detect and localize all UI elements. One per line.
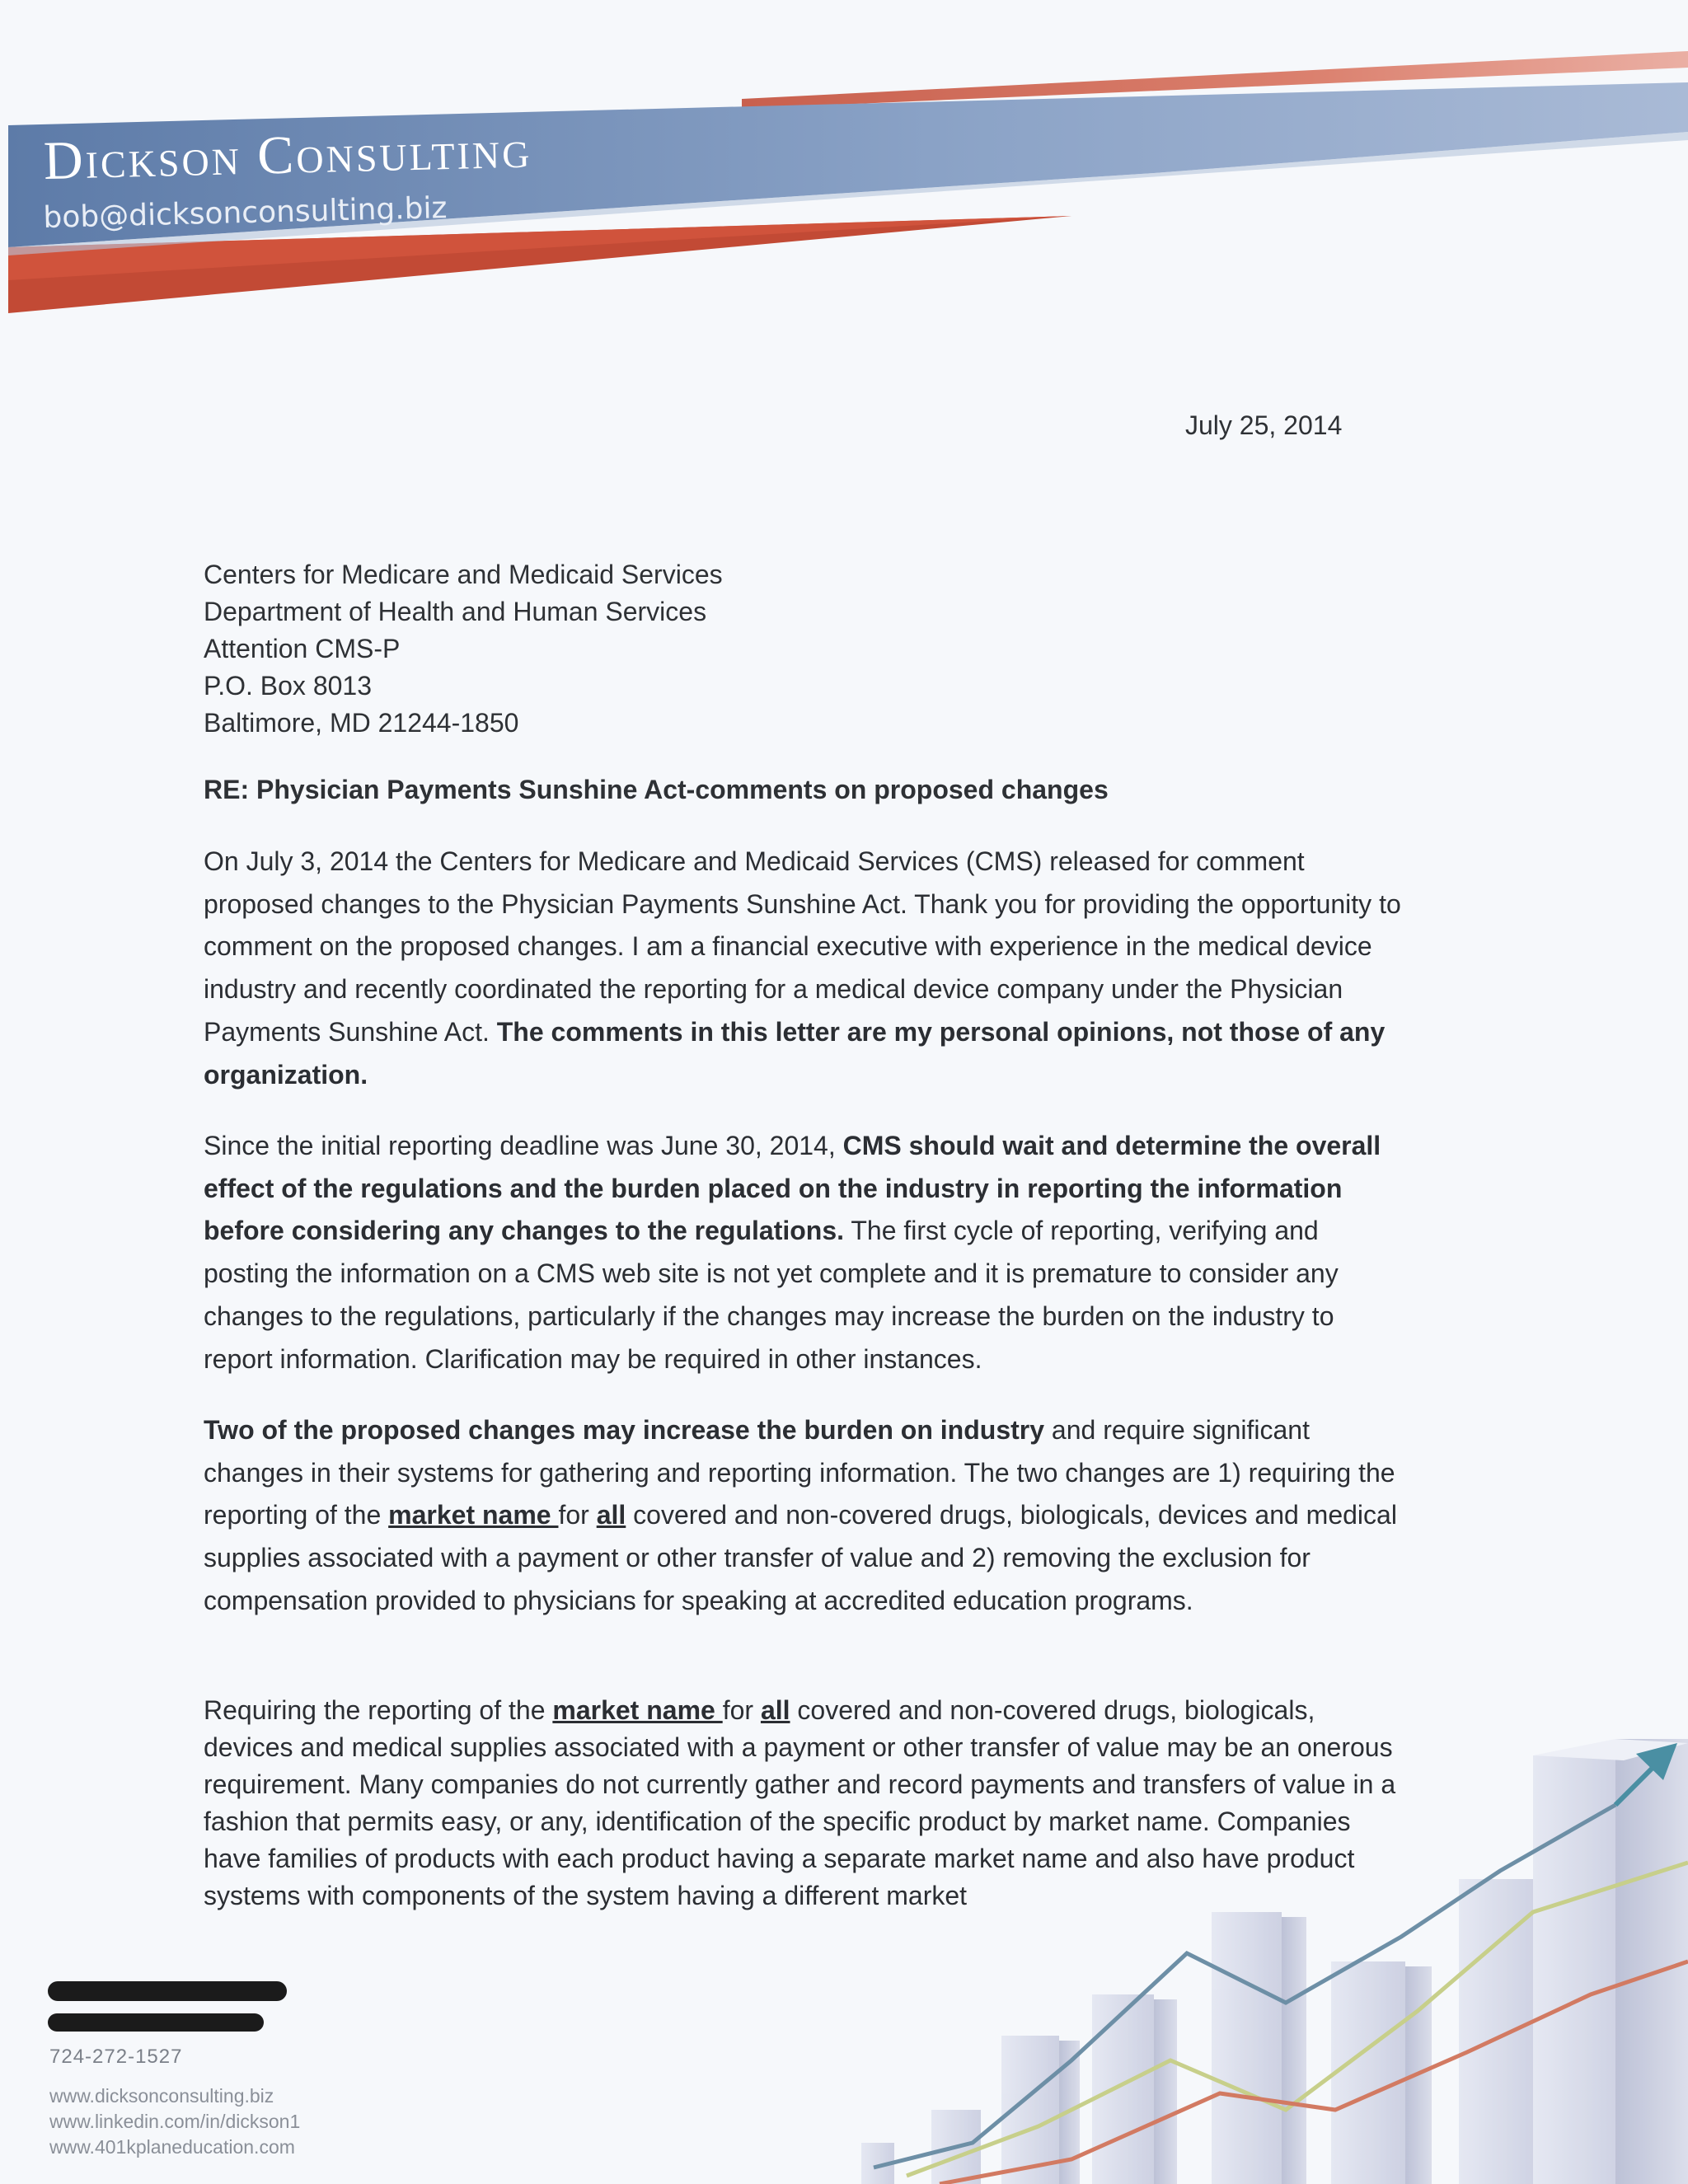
recipient-line: Baltimore, MD 21244-1850	[204, 708, 519, 738]
underlined-bold	[552, 1695, 722, 1725]
recipient-line: Department of Health and Human Services	[204, 597, 707, 626]
underlined-bold	[761, 1695, 790, 1725]
subject-line: RE: Physician Payments Sunshine Act-comments on proposed changes	[204, 775, 1109, 804]
paragraph-text: Since the initial reporting deadline was June 30, 2014,	[204, 1131, 843, 1160]
all-term: all	[596, 1500, 626, 1530]
underlined-bold	[388, 1500, 558, 1530]
redaction-bar	[48, 2013, 264, 2032]
paragraph-bold: The comments in this letter are my personal opinions, not those of any organization.	[204, 1016, 1386, 1090]
paragraph-text: for	[558, 1500, 597, 1530]
recipient-line: Centers for Medicare and Medicaid Services	[204, 560, 723, 589]
redaction-bar	[48, 1981, 287, 2001]
market-name-term: market name	[552, 1695, 723, 1725]
footer-phone: 724-272-1527	[49, 2046, 183, 2068]
all-term: all	[760, 1695, 790, 1725]
paragraph-text: On July 3, 2014 the Centers for Medicare and Medicaid Services (CMS) released for comment proposed changes to the Physician Payments Sunshine Act. Thank you for providing the opportunity to comment on the proposed changes. I am a financial executive with experience in the medical device industry and recently coordinated the reporting for a medical device company under the Physician Payments Sunshine Act.	[204, 846, 1401, 1047]
letter-date: July 25, 2014	[1185, 410, 1343, 440]
market-name-term: market name	[388, 1500, 559, 1530]
recipient-line: Attention CMS-P	[204, 634, 401, 663]
paragraph-text: covered and non-covered drugs, biologicals, devices and medical supplies associated with a payment or other transfer of value and 2) removing the exclusion for compensation provided to physicians for speaking at accredited education programs.	[204, 1500, 1397, 1615]
footer-link[interactable]: www.dicksonconsulting.biz	[49, 2085, 274, 2107]
paragraph-timing	[204, 1125, 1403, 1380]
recipient-line: P.O. Box 8013	[204, 671, 372, 701]
paragraph-text: The first cycle of reporting, verifying and posting the information on a CMS web site is not yet complete and it is premature to consider any changes to the regulations, particularly if the changes may increase the burden on the industry to report information. Clarification may be required in other instances.	[204, 1216, 1339, 1374]
paragraph-intro	[204, 841, 1403, 1096]
company-email: bob@dicksonconsulting.biz	[43, 191, 448, 235]
paragraph-changes	[204, 1409, 1403, 1623]
footer-links	[49, 2083, 300, 2160]
footer-link[interactable]: www.linkedin.com/in/dickson1	[49, 2111, 301, 2132]
paragraph-text: for	[722, 1695, 761, 1725]
paragraph-text: and require significant changes in their systems for gathering and reporting information. The two changes are 1) requiring the reporting of the	[204, 1415, 1395, 1530]
paragraph-text: Requiring the reporting of the	[204, 1695, 553, 1725]
paragraph-bold: Two of the proposed changes may increase the burden on industry	[204, 1415, 1045, 1445]
company-name: Dickson Consulting	[43, 119, 533, 191]
footer-link[interactable]: www.401kplaneducation.com	[49, 2136, 295, 2158]
underlined-bold	[597, 1500, 626, 1530]
recipient-address	[204, 556, 723, 742]
decorative-growth-chart	[824, 1665, 1688, 2184]
paragraph-text: covered and non-covered drugs, biologicals, devices and medical supplies associated with a payment or other transfer of value may be an onerous requirement. Many companies do not currently gather and record payments and transfers of value in a fashion that permits easy, or any, identification of the specific product by market name. Companies have families of products with each product having a separate market name and also have product systems with components of the system having a different market	[204, 1695, 1396, 1910]
paragraph-bold: CMS should wait and determine the overall effect of the regulations and the burden placed on the industry in reporting the information before considering any changes to the regulations.	[204, 1131, 1381, 1246]
